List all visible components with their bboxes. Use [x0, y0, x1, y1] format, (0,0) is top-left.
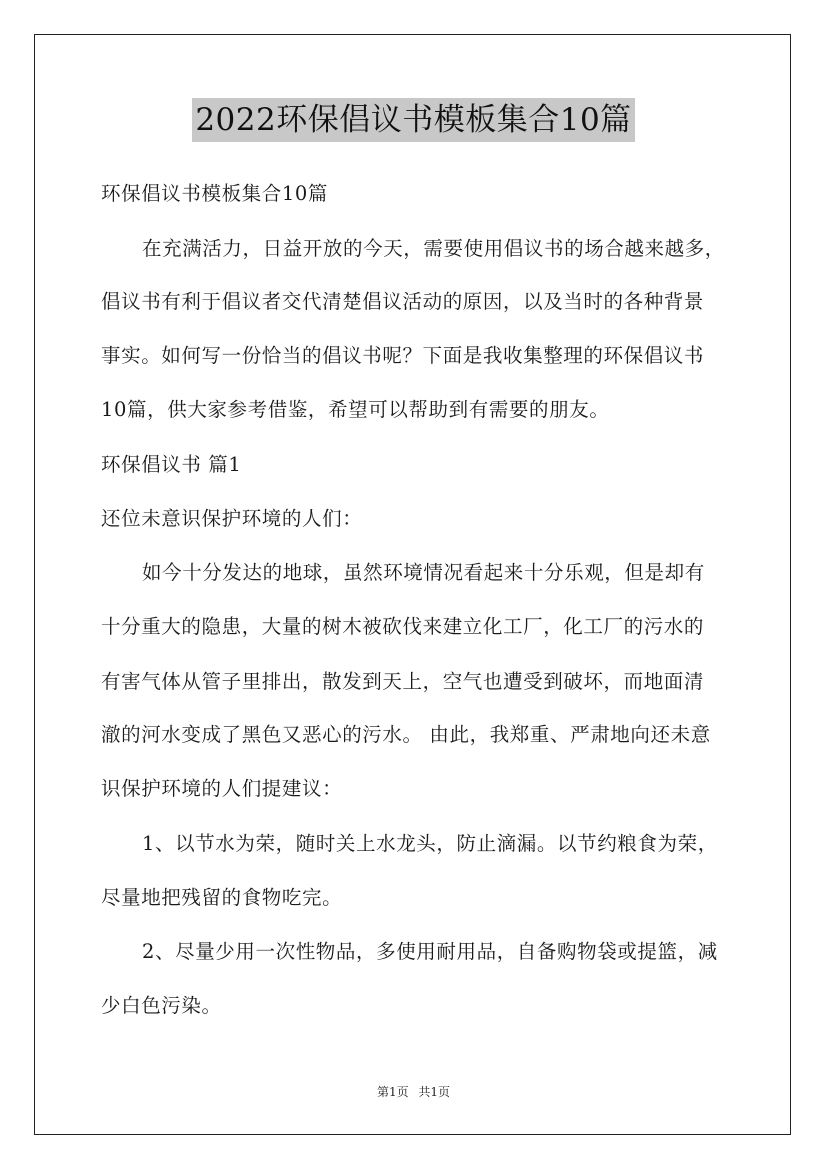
list-item-line: 少白色污染。 [101, 994, 222, 1017]
page-footer [0, 1084, 827, 1100]
page-number: 第1页 [376, 1085, 409, 1099]
list-item-line: 1、以节水为荣，随时关上水龙头，防止滴漏。以节约粮食为荣， [142, 832, 718, 855]
paragraph-line: 澈的河水变成了黑色又恶心的污水。 由此，我郑重、严肃地向还未意 [101, 723, 711, 746]
paragraph-line: 识保护环境的人们提建议： [101, 777, 343, 800]
subtitle-line: 环保倡议书模板集合10篇 [101, 182, 329, 205]
title-container [0, 98, 827, 142]
paragraph-line: 有害气体从管子里排出，散发到天上，空气也遭受到破坏，而地面清 [101, 670, 705, 693]
paragraph-line: 事实。如何写一份恰当的倡议书呢？下面是我收集整理的环保倡议书 [101, 344, 705, 367]
section-heading: 环保倡议书 篇1 [101, 453, 242, 476]
paragraph-line: 十分重大的隐患，大量的树木被砍伐来建立化工厂，化工厂的污水的 [101, 615, 705, 638]
salutation-line: 还位未意识保护环境的人们： [101, 507, 363, 530]
list-item-line: 2、尽量少用一次性物品，多使用耐用品，自备购物袋或提篮，减 [142, 940, 718, 963]
paragraph-line: 如今十分发达的地球，虽然环境情况看起来十分乐观，但是却有 [142, 561, 705, 584]
page-total: 共1页 [418, 1085, 451, 1099]
paragraph-line: 在充满活力，日益开放的今天，需要使用倡议书的场合越来越多， [142, 237, 725, 260]
paragraph-line: 10篇，供大家参考借鉴，希望可以帮助到有需要的朋友。 [101, 398, 610, 421]
document-title: 2022环保倡议书模板集合10篇 [192, 98, 634, 142]
paragraph-line: 倡议书有利于倡议者交代清楚倡议活动的原因，以及当时的各种背景 [101, 290, 705, 313]
list-item-line: 尽量地把残留的食物吃完。 [101, 886, 343, 909]
